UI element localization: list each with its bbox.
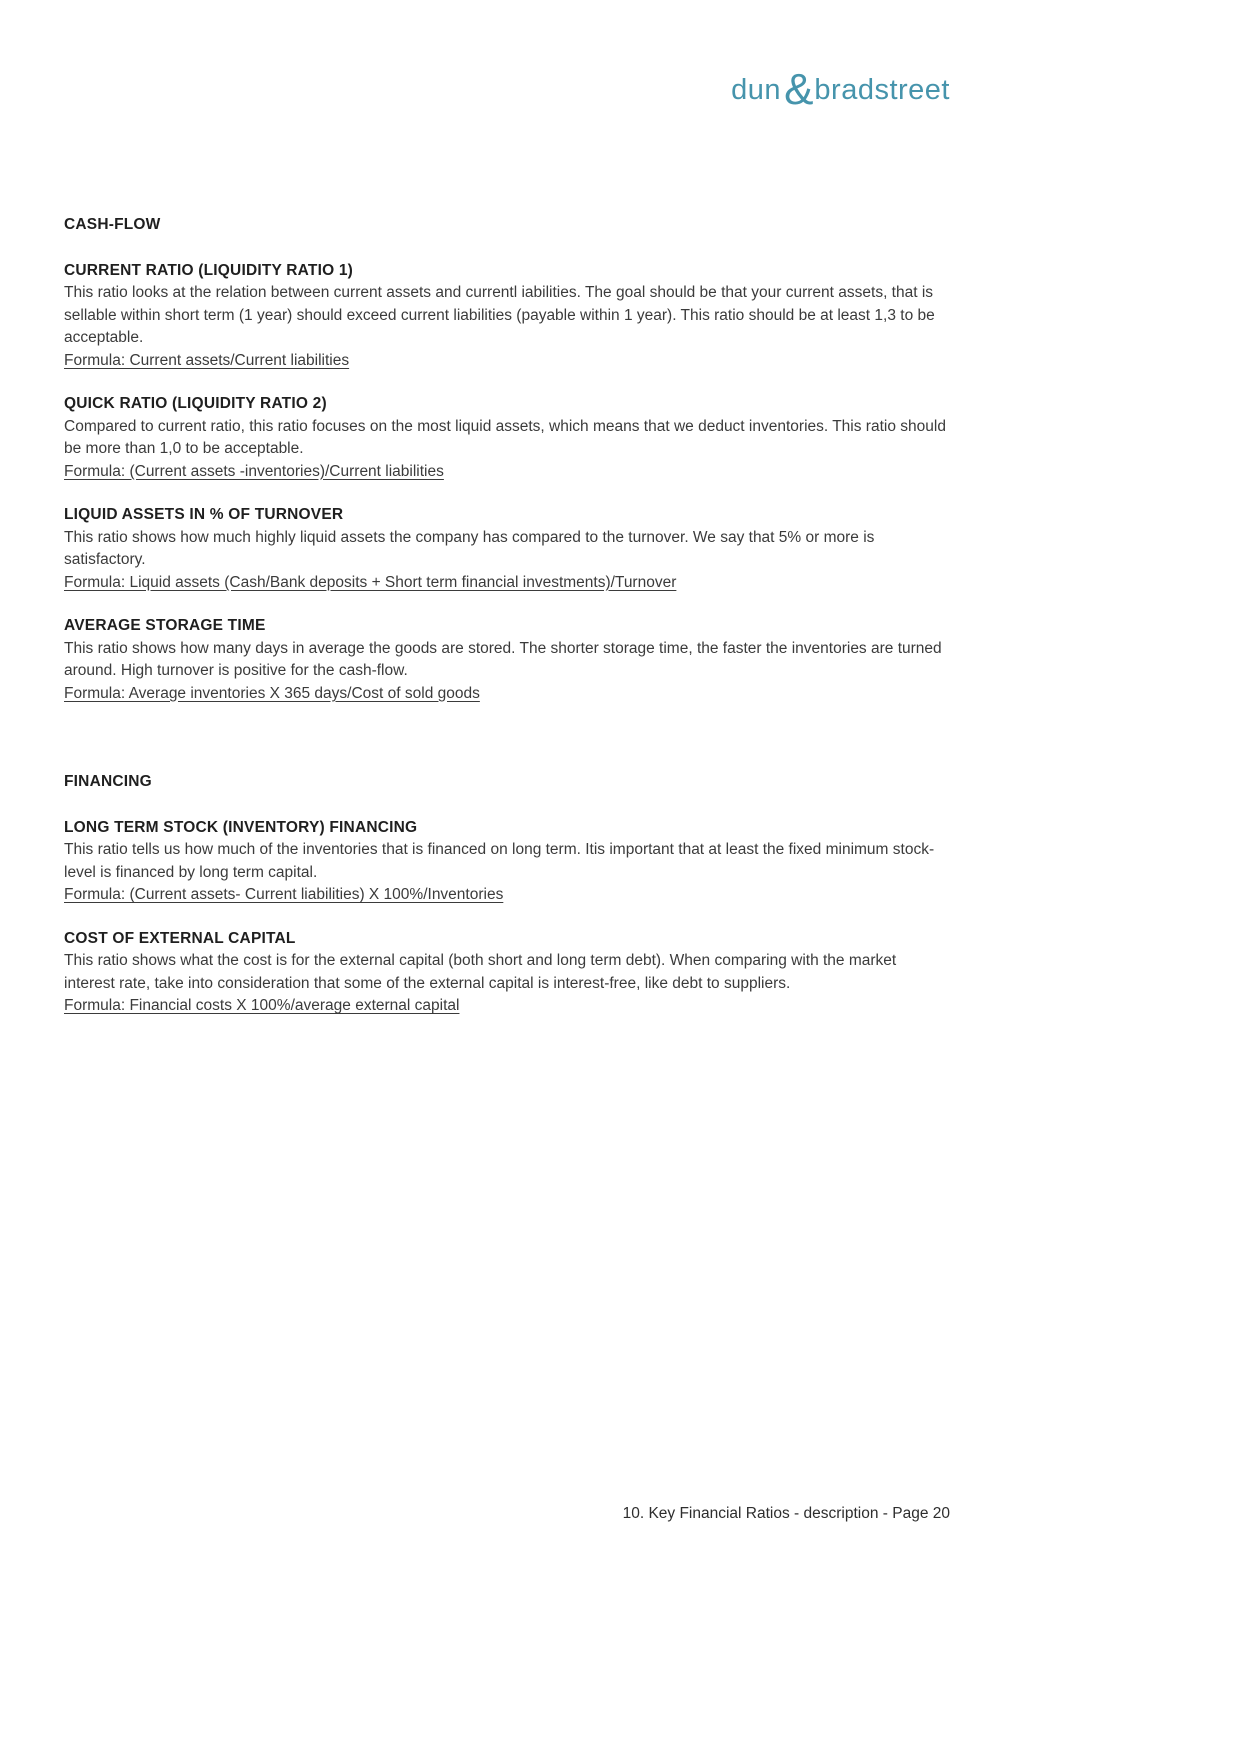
ratio-heading: LIQUID ASSETS IN % OF TURNOVER [64,506,344,523]
dnb-logo [731,65,950,114]
section-cash-flow [64,214,950,705]
ratio-formula: Formula: Liquid assets (Cash/Bank deposits + Short term financial investments)/Turnover [64,573,677,591]
ratio-entry-liquid-assets [64,504,950,594]
ratio-formula: Formula: Financial costs X 100%/average external capital [64,997,460,1014]
page-content [64,0,950,1018]
ratio-formula: Formula: Average inventories X 365 days/Cost of sold goods [64,684,480,702]
ratio-formula: Formula: Current assets/Current liabilities [64,351,350,369]
logo-text-dun: dun [731,74,782,106]
ratio-entry-average-storage-time [64,615,950,705]
ratio-description: This ratio shows how much highly liquid assets the company has compared to the turnover. We say that 5% or more is satisfactory. [64,528,875,568]
ratio-entry-quick-ratio [64,393,950,483]
ratio-description: Compared to current ratio, this ratio focuses on the most liquid assets, which means that we deduct inventories. This ratio should be more than 1,0 to be acceptable. [64,417,946,457]
logo-text-bradstreet: bradstreet [814,74,950,106]
section-title: FINANCING [64,773,152,790]
ratio-formula: Formula: (Current assets -inventories)/Current liabilities [64,462,444,480]
ratio-heading: LONG TERM STOCK (INVENTORY) FINANCING [64,818,418,836]
ratio-heading: QUICK RATIO (LIQUIDITY RATIO 2) [64,395,327,412]
ratio-heading: CURRENT RATIO (LIQUIDITY RATIO 1) [64,261,354,279]
ratio-description: This ratio looks at the relation between current assets and currentl iabilities. The goal should be that your current assets, that is sellable within short term (1 year) should exceed current liabilities (payable within 1 year). This ratio should be at least 1,3 to be acceptable. [64,284,935,346]
ratio-formula: Formula: (Current assets- Current liabilities) X 100%/Inventories [64,886,504,903]
page-footer: 10. Key Financial Ratios - description - Page 20 [622,1505,950,1522]
ratio-entry-current-ratio [64,260,950,373]
ratio-description: This ratio tells us how much of the inventories that is financed on long term. Itis important that at least the fixed minimum stock-level is financed by long term capital. [64,841,935,881]
ratio-heading: COST OF EXTERNAL CAPITAL [64,929,296,947]
ratio-entry-long-term-stock-financing [64,817,950,907]
ratio-heading: AVERAGE STORAGE TIME [64,617,266,634]
ratio-entry-cost-of-external-capital [64,928,950,1018]
document-body [64,214,950,1018]
logo-row [64,65,950,114]
logo-ampersand-icon: & [784,65,814,114]
ratio-description: This ratio shows how many days in average the goods are stored. The shorter storage time, the faster the inventories are turned around. High turnover is positive for the cash-flow. [64,639,942,679]
section-financing [64,771,950,1018]
ratio-description: This ratio shows what the cost is for the external capital (both short and long term debt). When comparing with the market interest rate, take into consideration that some of the external capital is interest-free, like debt to suppliers. [64,952,897,992]
section-title: CASH-FLOW [64,216,161,233]
